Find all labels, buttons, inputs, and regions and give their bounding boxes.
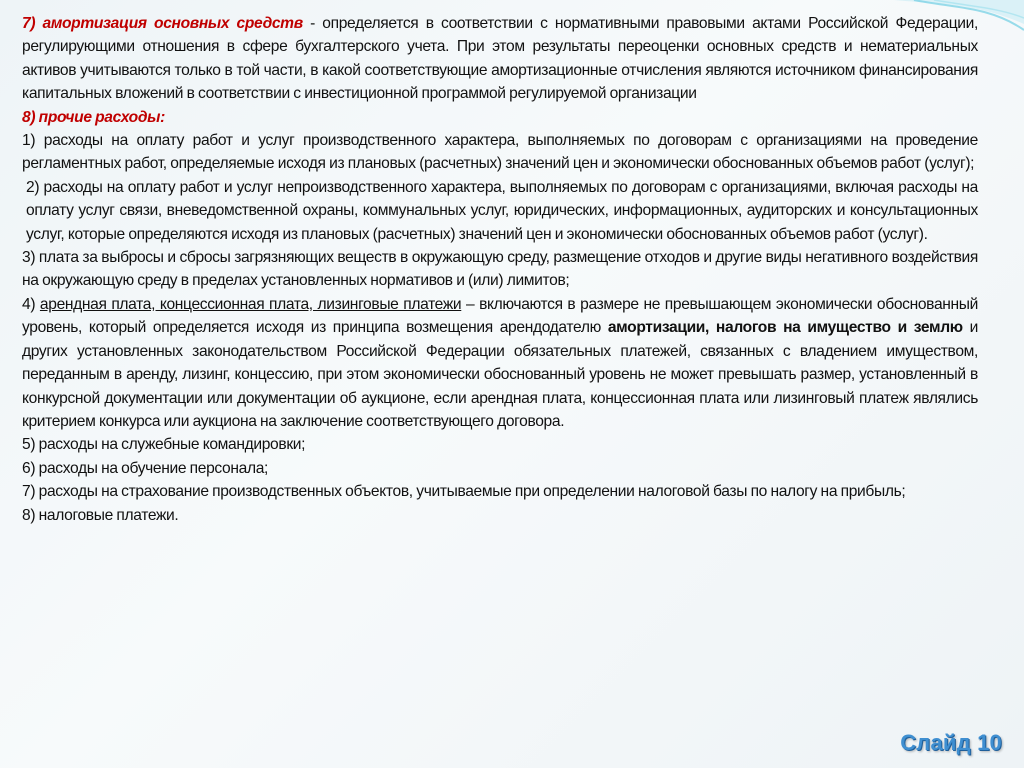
list-item: 1) расходы на оплату работ и услуг производственного характера, выполняемых по договорам с организациями на проведение регламентных работ, определяемые исходя из плановых (расчетных) значений цен и экономически обоснованных объемов работ (услуг);: [22, 132, 978, 173]
section-7-paragraph: [22, 12, 978, 106]
list-item: 5) расходы на служебные командировки;: [22, 436, 306, 454]
item-4-text-a: – включаются в размере не превышающем экономически обоснованный уровень, который определяется исходя из принципа возмещения арендодателю: [22, 295, 979, 337]
item-4-underlined: арендная плата, концессионная плата, лизинговые платежи: [39, 295, 462, 313]
item-4-bold: амортизации, налогов на имущество и землю: [607, 319, 963, 337]
list-item: 6) расходы на обучение персонала;: [22, 459, 269, 477]
item-4-text-b: и других установленных законодательством Российской Федерации обязательных платежей, связанных с владением имуществом, переданным в аренду, лизинг, концессию, при этом экономически обоснованный уровень не может превышать размер, установленный в конкурсной документации или документации об аукционе, если арендная плата, концессионная плата или лизинговый платеж являлись критерием конкурса или аукциона на заключение соответствующего договора.: [22, 319, 978, 430]
item-4-prefix: 4): [22, 295, 40, 313]
list-item: 3) плата за выбросы и сбросы загрязняющих веществ в окружающую среду, размещение отходов и другие виды негативного воздействия на окружающую среду в пределах установленных нормативов и (или) лимитов;: [22, 249, 978, 290]
section-8-heading: 8) прочие расходы:: [22, 108, 165, 126]
list-item: 7) расходы на страхование производственных объектов, учитываемые при определении налоговой базы по налогу на прибыль;: [22, 483, 906, 501]
section-7-heading: 7) амортизация основных средств: [22, 15, 303, 32]
slide-body: [22, 12, 978, 527]
list-item-4: [22, 293, 978, 433]
slide-number: Слайд 10: [900, 730, 1002, 755]
section-7-text: - определяется в соответствии с нормативными правовыми актами Российской Федерации, регулирующими отношения в сфере бухгалтерского учета. При этом результаты переоценки основных средств и нематериальных активов учитываются только в той части, в какой соответствующие амортизационные отчисления являются источником финансирования капитальных вложений в соответствии с инвестиционной программой регулируемой организации: [22, 15, 978, 103]
list-item: 2) расходы на оплату работ и услуг непроизводственного характера, выполняемых по договорам с организациями, включая расходы на оплату услуг связи, вневедомственной охраны, коммунальных услуг, юридических, информационных, аудиторских и консультационных услуг, которые определяются исходя из плановых (расчетных) значений цен и экономически обоснованных объемов работ (услуг).: [26, 178, 978, 243]
list-item: 8) налоговые платежи.: [22, 506, 179, 524]
